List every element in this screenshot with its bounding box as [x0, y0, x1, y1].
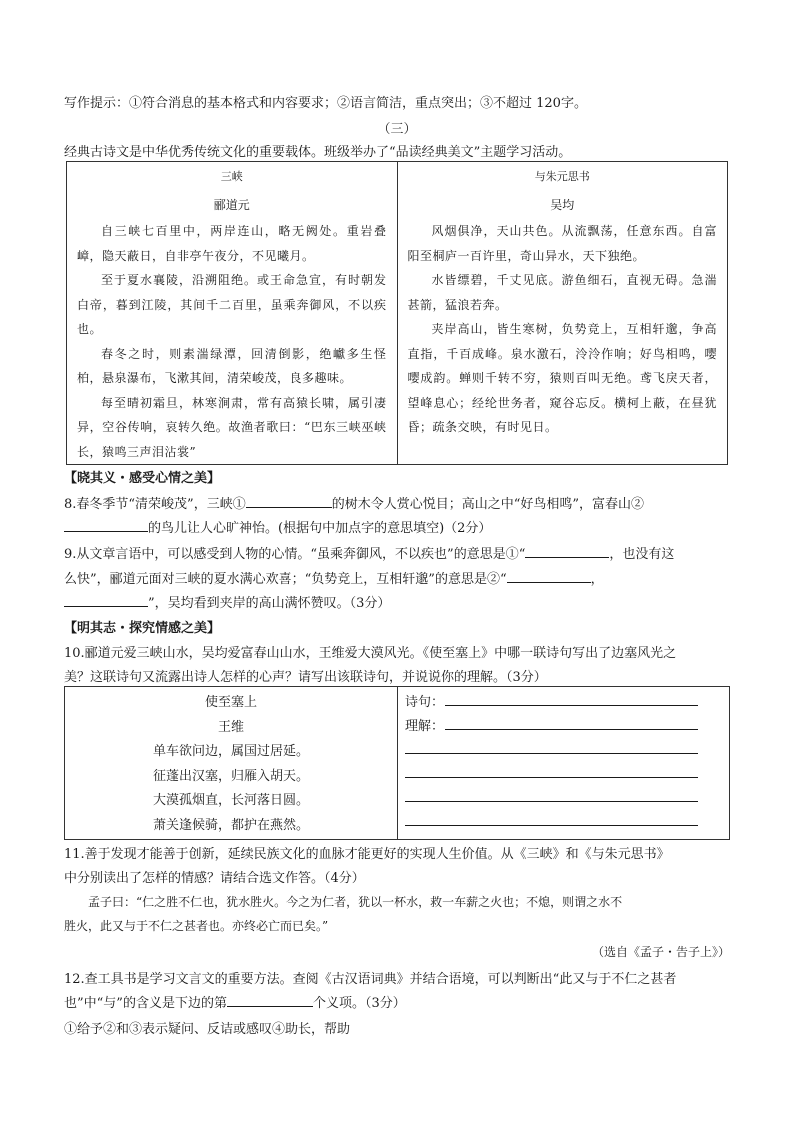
poem-line: 萧关逢候骑，都护在燕然。 — [152, 817, 309, 833]
yuzhuyuansishu-cell — [397, 162, 728, 465]
section-number: （三） — [377, 122, 417, 137]
q12-text: 个义项。（3分） — [312, 996, 406, 1011]
q9-blank-1[interactable] — [525, 545, 609, 558]
sanxia-paragraph: 春冬之时，则素湍绿潭，回清倒影，绝巘多生怪柏，悬泉瀑布，飞漱其间，清荣峻茂，良多趣味。 — [77, 346, 387, 385]
question-9-line-3 — [64, 592, 730, 611]
sanxia-cell — [67, 162, 398, 465]
question-10-line-1: 10.郦道元爱三峡山水，吴均爱富春山山水，王维爱大漠风光。《使至塞上》中哪一联诗句写出了边塞风光之 — [64, 646, 677, 661]
mencius-source: （选自《孟子・告子上》） — [591, 945, 730, 959]
poem-line-answer-blank[interactable] — [445, 705, 698, 706]
sanxia-author: 郦道元 — [213, 198, 250, 212]
q8-blank-2[interactable] — [64, 519, 148, 532]
q9-text: 9.从文章言语中，可以感受到人物的心情。“虽乘奔御风，不以疾也”的意思是①“ — [64, 547, 526, 562]
poem-cell — [65, 687, 398, 840]
q8-text: 8.春冬季节“清荣峻茂”，三峡① — [64, 497, 246, 512]
q9-blank-3[interactable] — [64, 594, 148, 607]
q8-text: 的鸟儿让人心旷神怡。(根据句中加点字的意思填空)（2分） — [148, 521, 492, 536]
answer-blank[interactable] — [405, 777, 698, 778]
answer-row — [399, 759, 728, 783]
answer-row-understanding — [399, 711, 728, 735]
section-heading-feelings: 【晓其义・感受心情之美】 — [64, 471, 221, 486]
mencius-quote-line-1: 孟子曰：“仁之胜不仁也，犹水胜火。今之为仁者，犹以一杯水，救一车薪之火也；不熄，则谓之水不 — [88, 895, 623, 909]
section-heading-emotions: 【明其志・探究情感之美】 — [64, 621, 221, 636]
answer-row — [399, 735, 728, 759]
answer-cell — [398, 687, 730, 840]
question-12-line-2 — [64, 992, 730, 1011]
question-11-line-2: 中分别读出了怎样的情感？请结合选文作答。（4分） — [64, 871, 365, 886]
shizhisaishang-table — [64, 686, 730, 840]
activity-intro: 经典古诗文是中华优秀传统文化的重要载体。班级举办了“品读经典美文”主题学习活动。 — [64, 145, 572, 160]
answer-blank[interactable] — [405, 801, 698, 802]
q12-blank[interactable] — [227, 994, 313, 1007]
sanxia-paragraph: 至于夏水襄陵，沿溯阻绝。或王命急宣，有时朝发白帝，暮到江陵，其间千二百里，虽乘奔御风，不以疾也。 — [77, 273, 387, 336]
mencius-quote-line-2: 胜火，此又与于不仁之甚者也。亦终必亡而已矣。” — [64, 919, 329, 933]
question-8-line-2 — [64, 517, 730, 536]
classical-texts-table — [66, 161, 728, 465]
q9-text: ，也没有这 — [609, 547, 675, 562]
sanxia-title: 三峡 — [220, 170, 243, 183]
sanxia-paragraph: 每至晴初霜旦，林寒涧肃，常有高猿长啸，属引凄异，空谷传响，哀转久绝。故渔者歌曰：“巴东三峡巫峡长，猿鸣三声泪沾裳” — [77, 395, 387, 459]
writing-tip: 写作提示：①符合消息的基本格式和内容要求；②语言简洁，重点突出；③不超过 120字。 — [64, 96, 587, 111]
yuzhuyuansishu-title: 与朱元思书 — [534, 170, 590, 183]
question-12-options: ①给予②和③表示疑问、反诘或感叹④助长，帮助 — [64, 1022, 351, 1037]
answer-blank[interactable] — [405, 753, 698, 754]
question-10-line-2: 美？这联诗句又流露出诗人怎样的心声？请写出该联诗句，并说说你的理解。（3分） — [64, 670, 547, 685]
poem-title: 使至塞上 — [204, 695, 257, 710]
question-12-line-1: 12.查工具书是学习文言文的重要方法。查阅《古汉语词典》并结合语境，可以判断出“此又与于不仁之甚者 — [64, 972, 677, 987]
understanding-answer-blank[interactable] — [445, 729, 698, 730]
yuzhuyuansishu-paragraph: 水皆缥碧，千丈见底。游鱼细石，直视无碍。急湍甚箭，猛浪若奔。 — [407, 273, 717, 312]
yuzhuyuansishu-paragraph: 风烟俱净，天山共色。从流飘荡，任意东西。自富阳至桐庐一百许里，奇山异水，天下独绝。 — [407, 224, 717, 263]
q9-blank-2[interactable] — [507, 570, 591, 583]
poem-line: 单车欲问边，属国过居延。 — [152, 744, 309, 759]
q9-text: 么快”，郦道元面对三峡的夏水满心欢喜；“负势竞上，互相轩邈”的意思是②“ — [64, 572, 507, 587]
answer-row-poem-line — [399, 687, 728, 711]
question-11-line-1: 11.善于发现才能善于创新，延续民族文化的血脉才能更好的实现人生价值。从《三峡》和《与朱元思书》 — [64, 847, 670, 862]
question-9-line-1 — [64, 543, 730, 562]
q8-blank-1[interactable] — [246, 495, 332, 508]
yuzhuyuansishu-author: 吴均 — [550, 198, 575, 212]
question-8-line-1 — [64, 493, 730, 512]
answer-row — [399, 807, 728, 831]
q9-text: ”，吴均看到夹岸的高山满怀赞叹。（3分） — [148, 596, 391, 611]
sanxia-paragraph: 自三峡七百里中，两岸连山，略无阙处。重岩叠嶂，隐天蔽日，自非亭午夜分，不见曦月。 — [77, 224, 387, 263]
q12-text: 也”中“与”的含义是下边的第 — [64, 996, 227, 1011]
poem-line-label: 诗句： — [405, 695, 445, 710]
answer-blank[interactable] — [405, 825, 698, 826]
question-9-line-2 — [64, 568, 730, 587]
poem-author: 王维 — [217, 719, 244, 735]
understanding-label: 理解： — [405, 719, 445, 734]
answer-row — [399, 783, 728, 807]
poem-line: 大漠孤烟直，长河落日圆。 — [152, 793, 309, 808]
poem-line: 征蓬出汉塞，归雁入胡天。 — [152, 768, 309, 784]
yuzhuyuansishu-paragraph: 夹岸高山，皆生寒树，负势竞上，互相轩邈，争高直指，千百成峰。泉水激石，泠泠作响；好鸟相鸣，嘤嘤成韵。蝉则千转不穷，猿则百叫无绝。鸢飞戾天者，望峰息心；经纶世务者，窥谷忘反。横柯上蔽，在昼犹昏；疏条交映，有时见日。 — [407, 322, 717, 434]
q8-text: 的树木令人赏心悦目；高山之中“好鸟相鸣”，富春山② — [331, 497, 644, 512]
q9-text: ， — [590, 572, 604, 587]
